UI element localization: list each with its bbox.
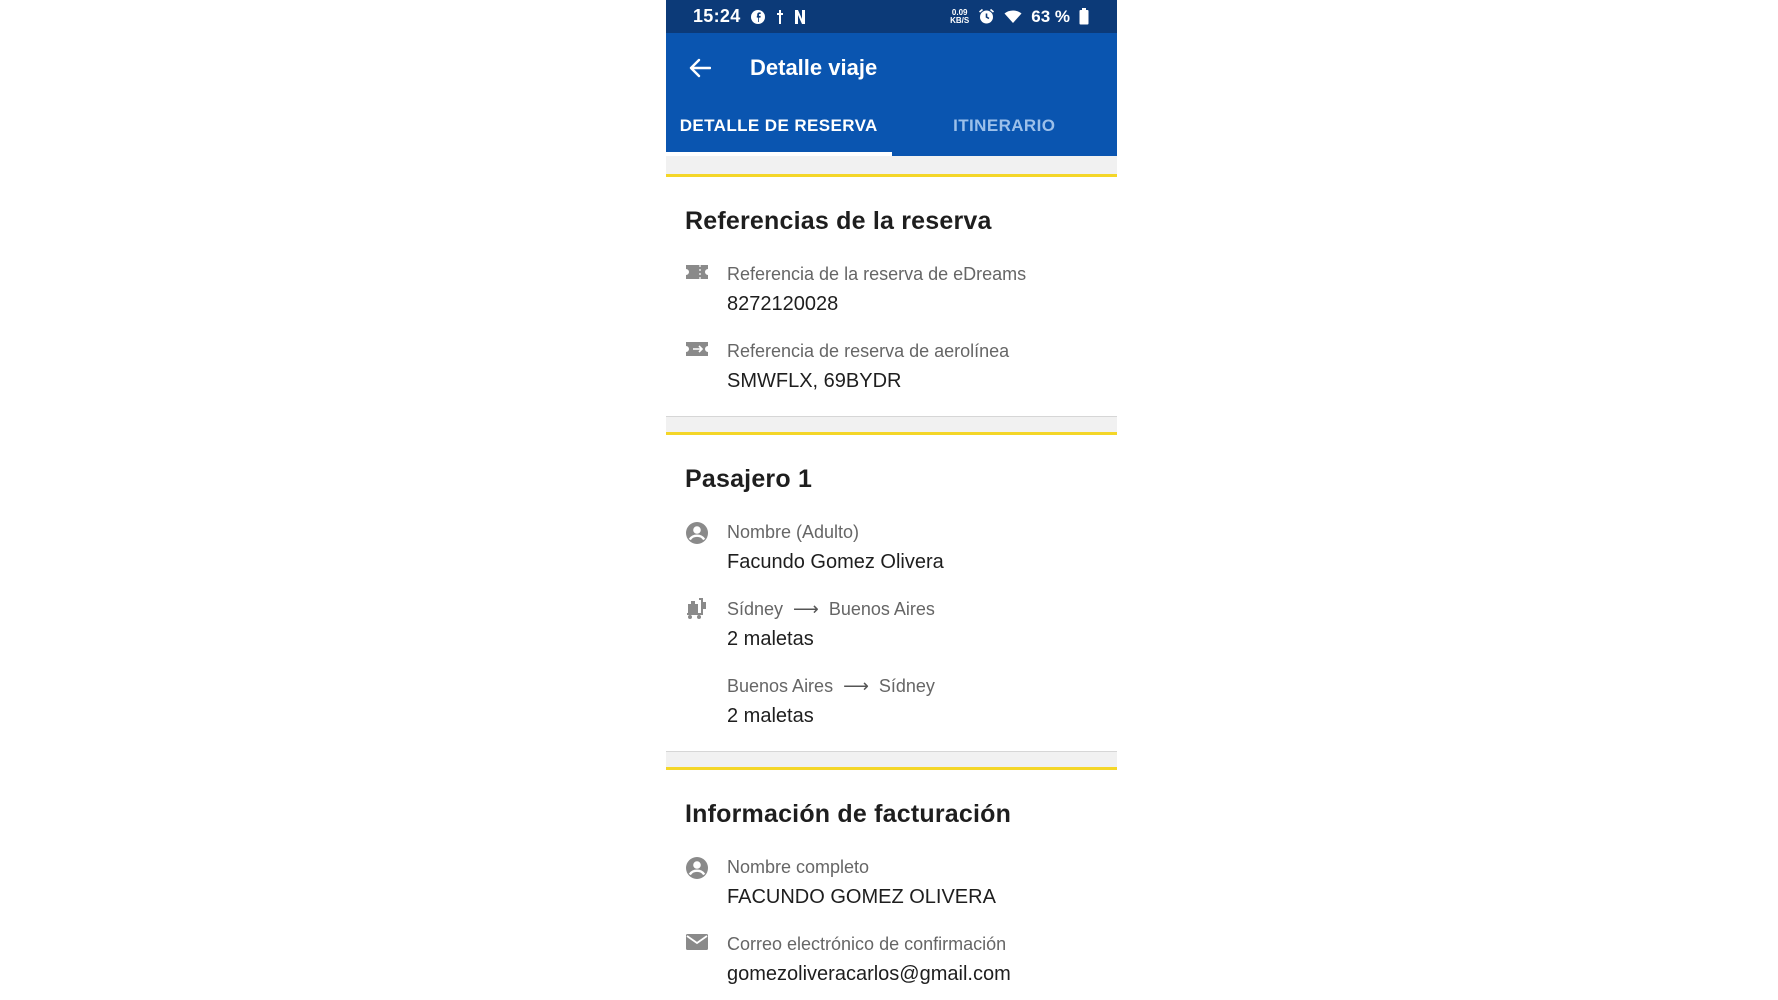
route-destination: Buenos Aires bbox=[828, 599, 935, 619]
luggage-cart-icon bbox=[685, 597, 727, 620]
ticket-icon bbox=[685, 262, 727, 281]
alarm-icon bbox=[978, 8, 995, 25]
network-speed-value: 0.09 bbox=[951, 7, 968, 17]
netflix-icon bbox=[794, 9, 806, 25]
account-circle-icon bbox=[685, 520, 727, 545]
list-item bbox=[685, 597, 1098, 654]
billing-email-value: gomezoliveracarlos@gmail.com bbox=[727, 963, 1011, 985]
list-item bbox=[685, 262, 1098, 319]
edreams-reference-label: Referencia de la reserva de eDreams bbox=[727, 264, 1027, 284]
list-item bbox=[685, 339, 1098, 396]
phone-screen bbox=[666, 0, 1117, 1000]
status-bar bbox=[666, 0, 1117, 33]
app-bar bbox=[666, 33, 1117, 156]
references-section bbox=[666, 207, 1117, 396]
baggage-count-value: 2 maletas bbox=[727, 628, 814, 650]
list-item bbox=[685, 855, 1098, 912]
status-time: 15:24 bbox=[693, 6, 741, 26]
plane-ticket-icon bbox=[685, 339, 727, 358]
passenger-section bbox=[666, 465, 1117, 731]
route-origin: Buenos Aires bbox=[727, 676, 834, 696]
wifi-icon bbox=[1004, 9, 1022, 24]
tab-detalle-de-reserva[interactable]: DETALLE DE RESERVA bbox=[666, 103, 892, 156]
baggage-route-label bbox=[727, 597, 1098, 621]
page-title: Detalle viaje bbox=[750, 55, 878, 80]
battery-percent: 63 % bbox=[1031, 6, 1070, 26]
passenger-name-value: Facundo Gomez Olivera bbox=[727, 551, 944, 573]
edreams-reference-value: 8272120028 bbox=[727, 293, 839, 315]
list-item bbox=[685, 674, 1098, 731]
network-speed bbox=[950, 9, 969, 25]
airline-reference-value: SMWFLX, 69BYDR bbox=[727, 370, 902, 392]
notification-icon bbox=[775, 9, 785, 25]
references-title: Referencias de la reserva bbox=[685, 207, 992, 235]
billing-title: Información de facturación bbox=[685, 800, 1012, 828]
airline-reference-label: Referencia de reserva de aerolínea bbox=[727, 341, 1010, 361]
arrow-right-icon: ⟶ bbox=[793, 599, 819, 619]
passenger-title: Pasajero 1 bbox=[685, 465, 813, 493]
email-icon bbox=[685, 932, 727, 951]
back-button[interactable] bbox=[669, 40, 731, 96]
tab-itinerario[interactable]: ITINERARIO bbox=[953, 115, 1056, 135]
facebook-icon bbox=[750, 9, 766, 25]
route-origin: Sídney bbox=[727, 599, 784, 619]
arrow-left-icon bbox=[689, 58, 711, 78]
arrow-right-icon: ⟶ bbox=[843, 676, 869, 696]
billing-name-label: Nombre completo bbox=[727, 857, 870, 877]
section-divider bbox=[666, 156, 1117, 177]
account-circle-icon bbox=[685, 855, 727, 880]
billing-name-value: FACUNDO GOMEZ OLIVERA bbox=[727, 886, 996, 908]
billing-section bbox=[666, 800, 1117, 989]
passenger-name-label: Nombre (Adulto) bbox=[727, 522, 860, 542]
route-destination: Sídney bbox=[878, 676, 935, 696]
baggage-route-label bbox=[727, 674, 1098, 698]
section-divider bbox=[666, 751, 1117, 770]
section-divider bbox=[666, 416, 1117, 435]
list-item bbox=[685, 932, 1098, 989]
baggage-count-value: 2 maletas bbox=[727, 705, 814, 727]
list-item bbox=[685, 520, 1098, 577]
battery-icon bbox=[1079, 8, 1089, 25]
billing-email-label: Correo electrónico de confirmación bbox=[727, 934, 1007, 954]
network-speed-unit: KB/S bbox=[950, 15, 970, 25]
tab-bar bbox=[666, 103, 1117, 156]
